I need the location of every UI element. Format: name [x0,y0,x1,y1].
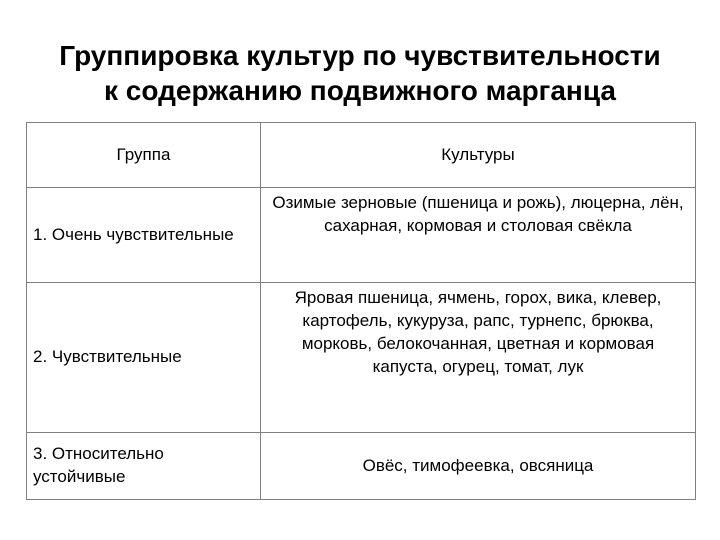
crops-cell: Озимые зерновые (пшеница и рожь), люцерна, лён, сахарная, кормовая и столовая свёкла [261,188,696,283]
group-cell: 1. Очень чувствительные [27,188,261,283]
group-cell: 3. Относительно устойчивые [27,433,261,500]
header-group: Группа [27,123,261,188]
title-line-1: Группировка культур по чувствительности [59,40,661,71]
page-title [20,38,700,108]
header-crops: Культуры [261,123,696,188]
table-header-row [27,123,696,188]
crops-cell: Яровая пшеница, ячмень, горох, вика, клевер, картофель, кукуруза, рапс, турнепс, брюква, морковь, белокочанная, цветная и кормовая капуста, огурец, томат, лук [261,283,696,433]
table-row [27,433,696,500]
group-cell: 2. Чувствительные [27,283,261,433]
table-row [27,188,696,283]
title-line-2: к содержанию подвижного марганца [104,75,616,106]
crop-sensitivity-table [26,122,696,500]
crops-cell: Овёс, тимофеевка, овсяница [261,433,696,500]
table-row [27,283,696,433]
